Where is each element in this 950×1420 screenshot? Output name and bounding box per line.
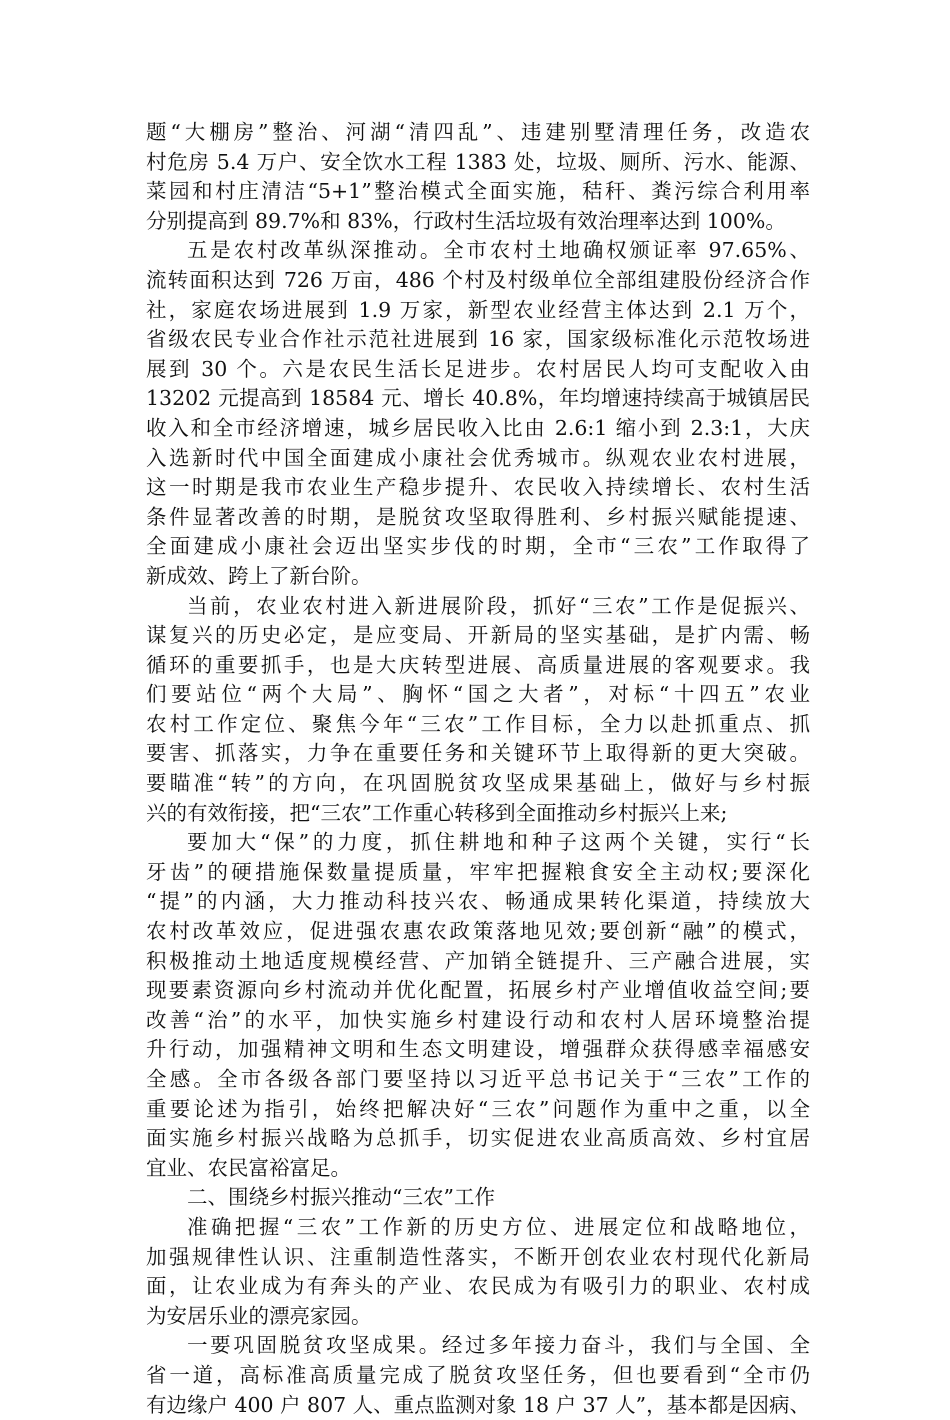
text-line: 升行动，加强精神文明和生态文明建设，增强群众获得感幸福感安 [146, 1037, 810, 1062]
text-line: 全感。全市各级各部门要坚持以习近平总书记关于“三农”工作的 [146, 1067, 810, 1091]
text-line: 牙齿”的硬措施保数量提质量，牢牢把握粮食安全主动权;要深化 [146, 859, 810, 884]
text-line: 这一时期是我市农业生产稳步提升、农民收入持续增长、农村生活 [146, 475, 810, 500]
text-line: 兴的有效衔接，把“三农”工作重心转移到全面推动乡村振兴上来; [146, 800, 728, 825]
text-line: 省级农民专业合作社示范社进展到 16 家，国家级标准化示范牧场进 [146, 327, 810, 352]
text-line: 新成效、跨上了新台阶。 [146, 563, 372, 588]
text-line: 谋复兴的历史必定，是应变局、开新局的坚实基础，是扩内需、畅 [146, 623, 810, 648]
text-line: 当前，农业农村进入新进展阶段，抓好“三农”工作是促振兴、 [187, 593, 810, 618]
text-line: 要加大“保”的力度，抓住耕地和种子这两个关键，实行“长 [187, 830, 810, 855]
text-line: 加强规律性认识、注重制造性落实，不断开创农业农村现代化新局 [146, 1244, 810, 1269]
text-line: 社，家庭农场进展到 1.9 万家，新型农业经营主体达到 2.1 万个， [146, 297, 810, 322]
text-line: 循环的重要抓手，也是大庆转型进展、高质量进展的客观要求。我 [146, 652, 810, 677]
text-line: 改善“治”的水平，加快实施乡村建设行动和农村人居环境整治提 [146, 1007, 810, 1032]
text-line: 菜园和村庄清洁“5+1”整治模式全面实施，秸秆、粪污综合利用率 [146, 179, 810, 204]
text-line: 流转面积达到 726 万亩，486 个村及村级单位全部组建股份经济合作 [146, 267, 810, 292]
text-line: 入选新时代中国全面建成小康社会优秀城市。纵观农业农村进展， [146, 445, 810, 470]
text-line: 面，让农业成为有奔头的产业、农民成为有吸引力的职业、农村成 [146, 1274, 810, 1299]
text-line: 五是农村改革纵深推动。全市农村土地确权颁证率 97.65%、 [187, 238, 810, 263]
text-line: 省一道，高标准高质量完成了脱贫攻坚任务，但也要看到“全市仍 [146, 1362, 810, 1387]
text-line: 二、围绕乡村振兴推动“三农”工作 [187, 1185, 495, 1210]
text-line: 现要素资源向乡村流动并优化配置，拓展乡村产业增值收益空间;要 [146, 978, 810, 1003]
text-line: 题“大棚房”整治、河湖“清四乱”、违建别墅清理任务，改造农 [146, 120, 810, 144]
body-text [146, 118, 810, 1420]
text-line: 为安居乐业的漂亮家园。 [146, 1303, 372, 1328]
text-line: 准确把握“三农”工作新的历史方位、进展定位和战略地位， [187, 1214, 810, 1239]
text-line: 们要站位“两个大局”、胸怀“国之大者”，对标“十四五”农业 [146, 682, 810, 707]
text-line: 村危房 5.4 万户、安全饮水工程 1383 处，垃圾、厕所、污水、能源、 [146, 149, 810, 174]
text-line: 条件显著改善的时期，是脱贫攻坚取得胜利、乡村振兴赋能提速、 [146, 504, 810, 529]
text-line: 农村工作定位、聚焦今年“三农”工作目标，全力以赴抓重点、抓 [146, 711, 810, 736]
text-line: “提”的内涵，大力推动科技兴农、畅通成果转化渠道，持续放大 [146, 889, 810, 914]
text-line: 有边缘户 400 户 807 人、重点监测对象 18 户 37 人”，基本都是因病、 [146, 1392, 810, 1417]
text-line: 农村改革效应，促进强农惠农政策落地见效;要创新“融”的模式， [146, 919, 810, 944]
text-line: 积极推动土地适度规模经营、产加销全链提升、三产融合进展，实 [146, 948, 810, 973]
text-line: 分别提高到 89.7%和 83%，行政村生活垃圾有效治理率达到 100%。 [146, 208, 786, 233]
text-line: 收入和全市经济增速，城乡居民收入比由 2.6:1 缩小到 2.3:1，大庆 [146, 415, 810, 440]
text-line: 全面建成小康社会迈出坚实步伐的时期，全市“三农”工作取得了 [146, 534, 810, 559]
text-line: 重要论述为指引，始终把解决好“三农”问题作为重中之重，以全 [146, 1096, 810, 1121]
text-line: 要害、抓落实，力争在重要任务和关键环节上取得新的更大突破。 [146, 741, 810, 766]
text-line: 面实施乡村振兴战略为总抓手，切实促进农业高质高效、乡村宜居 [146, 1126, 810, 1151]
text-line: 宜业、农民富裕富足。 [146, 1155, 351, 1180]
text-line: 一要巩固脱贫攻坚成果。经过多年接力奋斗，我们与全国、全 [187, 1333, 810, 1358]
text-line: 要瞄准“转”的方向，在巩固脱贫攻坚成果基础上，做好与乡村振 [146, 771, 810, 796]
text-line: 展到 30 个。六是农民生活长足进步。农村居民人均可支配收入由 [146, 356, 810, 381]
text-line: 13202 元提高到 18584 元、增长 40.8%，年均增速持续高于城镇居民 [146, 386, 810, 411]
